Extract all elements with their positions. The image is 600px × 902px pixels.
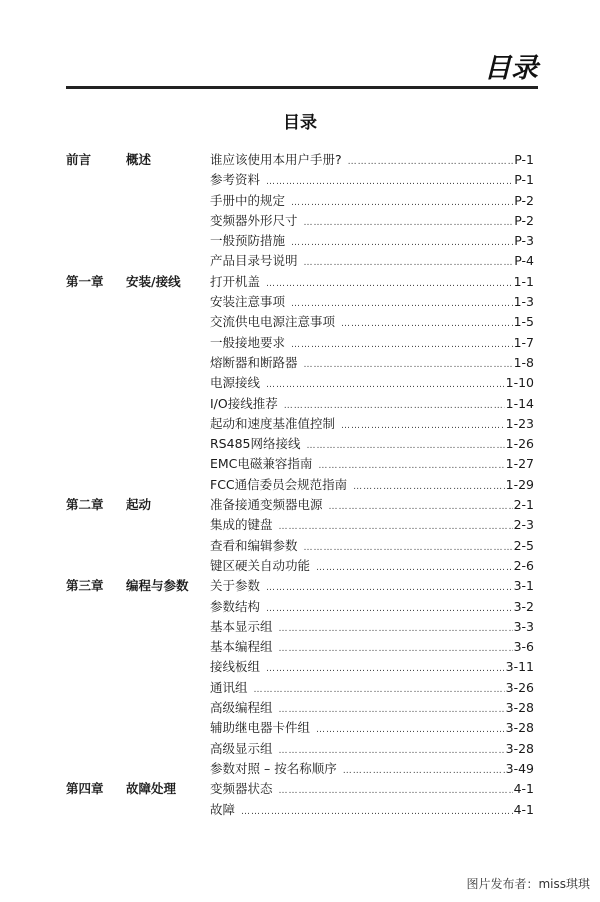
toc-section-label: 概述 (126, 152, 152, 167)
toc-entry (210, 170, 534, 188)
toc-heading: 目录 (283, 113, 317, 133)
toc-entry-title: 高级编程组 (210, 700, 273, 716)
toc-entry-title: 参考资料 (210, 172, 261, 188)
toc-page-number: 1-10 (505, 375, 534, 391)
toc-entry-title: 起动和速度基准值控制 (210, 415, 336, 431)
toc-leader-dots (266, 583, 513, 593)
toc-leader-dots (284, 401, 505, 411)
toc-row (66, 231, 534, 251)
toc-entry-title: 交流供电电源注意事项 (210, 314, 336, 330)
toc-entry-title: 产品目录号说明 (210, 253, 298, 269)
toc-entry (210, 657, 534, 675)
toc-leader-dots (304, 543, 513, 553)
toc-row (66, 454, 534, 474)
toc-page-number: 3-26 (505, 679, 534, 695)
toc-page-number: 1-14 (505, 395, 534, 411)
toc-entry (210, 211, 534, 229)
toc-leader-dots (279, 522, 513, 532)
toc-row (66, 191, 534, 211)
toc-chapter-label: 第二章 (66, 497, 104, 513)
toc-page-number: 1-23 (505, 415, 534, 431)
toc-entry-title: 查看和编辑参数 (210, 537, 298, 553)
toc-entry-title: 一般预防措施 (210, 233, 286, 249)
toc-entry (210, 556, 534, 574)
toc-entry-title: 高级显示组 (210, 740, 273, 756)
toc-row (66, 718, 534, 738)
toc-page-number: 1-29 (505, 476, 534, 492)
toc-page-number: 2-6 (513, 557, 534, 573)
toc-row (66, 779, 534, 799)
toc-entry (210, 759, 534, 777)
toc-entry (210, 637, 534, 655)
toc-page-number: 1-27 (505, 456, 534, 472)
toc-page-number: 2-5 (513, 537, 534, 553)
toc-leader-dots (353, 482, 504, 492)
toc-row (66, 800, 534, 820)
toc-entry-title: 关于参数 (210, 578, 261, 594)
toc-page-number: P-4 (514, 253, 534, 269)
toc-leader-dots (329, 502, 513, 512)
toc-leader-dots (341, 319, 513, 329)
toc-entry-title: 通讯组 (210, 679, 248, 695)
toc-entry-title: 准备接通变频器电源 (210, 497, 323, 513)
toc-page-number: 3-3 (513, 618, 534, 634)
toc-leader-dots (316, 725, 505, 735)
toc-entry (210, 150, 534, 168)
toc-page-number: 3-49 (505, 760, 534, 776)
toc-entry-title: 变频器外形尺寸 (210, 212, 298, 228)
toc-entry-title: 接线板组 (210, 659, 261, 675)
toc-row (66, 495, 534, 515)
toc-entry (210, 251, 534, 269)
toc-row (66, 394, 534, 414)
toc-row (66, 617, 534, 637)
toc-entry (210, 495, 534, 513)
toc-leader-dots (291, 299, 513, 309)
toc-leader-dots (266, 380, 505, 390)
toc-row (66, 434, 534, 454)
toc-page-number: 3-6 (513, 639, 534, 655)
toc-leader-dots (266, 604, 513, 614)
toc-entry (210, 779, 534, 797)
toc-section-label: 编程与参数 (126, 578, 189, 594)
toc-row (66, 475, 534, 495)
toc-entry (210, 191, 534, 209)
toc-page-number: 1-3 (513, 294, 534, 310)
toc-page-number: 1-8 (513, 354, 534, 370)
toc-row (66, 597, 534, 617)
toc-leader-dots (266, 279, 513, 289)
toc-page-number: 4-1 (513, 781, 534, 797)
toc-row (66, 353, 534, 373)
toc-page-number: 3-11 (505, 659, 534, 675)
toc-leader-dots (304, 258, 514, 268)
toc-entry-title: 故障 (210, 801, 236, 817)
toc-entry (210, 353, 534, 371)
toc-page-number: P-1 (514, 152, 534, 167)
toc-entry (210, 454, 534, 472)
toc-entry-title: 打开机盖 (210, 273, 261, 289)
toc-entry (210, 292, 534, 310)
toc-leader-dots (341, 421, 505, 431)
toc-page-number: P-1 (514, 172, 534, 188)
toc-row (66, 556, 534, 576)
toc-row (66, 536, 534, 556)
watermark-text: 图片发布者：miss琪琪 (466, 877, 590, 891)
toc-entry-title: 基本显示组 (210, 618, 273, 634)
toc-entry (210, 718, 534, 736)
toc-row (66, 739, 534, 759)
toc-leader-dots (279, 624, 513, 634)
toc-entry-title: 基本编程组 (210, 639, 273, 655)
toc-leader-dots (266, 664, 505, 674)
toc-entry (210, 394, 534, 412)
toc-entry (210, 272, 534, 290)
toc-entry (210, 312, 534, 330)
toc-leader-dots (306, 441, 504, 451)
toc-leader-dots (266, 177, 513, 187)
toc-leader-dots (343, 766, 505, 776)
toc-entry (210, 536, 534, 554)
toc-page-number: 4-1 (513, 801, 534, 817)
toc-page-number: P-2 (514, 192, 534, 208)
toc-entry-title: FCC通信委员会规范指南 (210, 476, 348, 492)
toc-row (66, 657, 534, 677)
toc-page-number: 1-5 (513, 314, 534, 330)
toc-leader-dots (279, 705, 505, 715)
toc-entry-title: I/O接线推荐 (210, 395, 278, 411)
toc-entry (210, 231, 534, 249)
toc-entry-title: 熔断器和断路器 (210, 354, 298, 370)
toc-page-number: 2-3 (513, 517, 534, 533)
toc-row (66, 698, 534, 718)
toc-entry (210, 333, 534, 351)
toc-leader-dots (279, 786, 513, 796)
toc-entry-title: 一般接地要求 (210, 334, 286, 350)
toc-row (66, 292, 534, 312)
toc-row (66, 333, 534, 353)
toc-row (66, 637, 534, 657)
toc-row (66, 576, 534, 596)
toc-page-number: 1-7 (513, 334, 534, 350)
toc-leader-dots (318, 461, 504, 471)
toc-row (66, 211, 534, 231)
toc-row (66, 759, 534, 779)
toc-entry-title: RS485网络接线 (210, 436, 301, 452)
toc-leader-dots (291, 340, 513, 350)
toc-page-number: 3-28 (505, 740, 534, 756)
toc-entry-title: 电源接线 (210, 375, 261, 391)
toc-page-number: 3-2 (513, 598, 534, 614)
toc-entry-title: 变频器状态 (210, 781, 273, 797)
toc-entry (210, 434, 534, 452)
toc-row (66, 170, 534, 190)
toc-entry (210, 373, 534, 391)
toc-row (66, 272, 534, 292)
toc-leader-dots (348, 157, 514, 167)
toc-row (66, 414, 534, 434)
toc-row (66, 150, 534, 170)
toc-page-number: 3-1 (513, 578, 534, 594)
toc-row (66, 515, 534, 535)
toc-entry (210, 698, 534, 716)
toc-entry (210, 739, 534, 757)
toc-page-number: 2-1 (513, 497, 534, 513)
toc-entry-title: 手册中的规定 (210, 192, 286, 208)
toc-entry-title: EMC电磁兼容指南 (210, 456, 313, 472)
page-header-title: 目录 (484, 53, 538, 84)
toc-leader-dots (291, 198, 513, 208)
toc-entry-title: 安装注意事项 (210, 294, 286, 310)
toc-chapter-label: 第三章 (66, 578, 104, 594)
toc-page-number: 1-1 (513, 273, 534, 289)
toc-entry-title: 谁应该使用本用户手册? (210, 152, 342, 167)
toc-entry-title: 参数结构 (210, 598, 261, 614)
toc-page-number: 1-26 (505, 436, 534, 452)
toc-chapter-label: 前言 (66, 152, 92, 167)
toc-leader-dots (241, 807, 513, 817)
header-divider (66, 86, 538, 89)
toc-row (66, 312, 534, 332)
toc-entry (210, 515, 534, 533)
toc-entry (210, 678, 534, 696)
toc-section-label: 故障处理 (126, 781, 177, 797)
toc-page-number: 3-28 (505, 720, 534, 736)
toc-leader-dots (254, 685, 505, 695)
toc-entry-title: 集成的键盘 (210, 517, 273, 533)
toc-leader-dots (279, 644, 513, 654)
table-of-contents (66, 150, 534, 820)
toc-section-label: 起动 (126, 497, 152, 513)
toc-row (66, 251, 534, 271)
toc-leader-dots (304, 218, 514, 228)
toc-page-number: P-2 (514, 212, 534, 228)
toc-section-label: 安装/接线 (126, 273, 181, 289)
toc-entry (210, 617, 534, 635)
toc-entry (210, 576, 534, 594)
toc-entry (210, 800, 534, 818)
toc-entry-title: 键区硬关自动功能 (210, 557, 311, 573)
toc-leader-dots (304, 360, 513, 370)
toc-leader-dots (316, 563, 513, 573)
toc-entry-title: 辅助继电器卡件组 (210, 720, 311, 736)
toc-chapter-label: 第一章 (66, 273, 104, 289)
toc-entry (210, 475, 534, 493)
toc-row (66, 373, 534, 393)
toc-entry (210, 597, 534, 615)
toc-chapter-label: 第四章 (66, 781, 104, 797)
toc-page-number: P-3 (514, 233, 534, 249)
toc-row (66, 678, 534, 698)
toc-leader-dots (291, 238, 513, 248)
toc-entry-title: 参数对照 – 按名称顺序 (210, 760, 337, 776)
toc-leader-dots (279, 746, 505, 756)
toc-entry (210, 414, 534, 432)
toc-page-number: 3-28 (505, 700, 534, 716)
